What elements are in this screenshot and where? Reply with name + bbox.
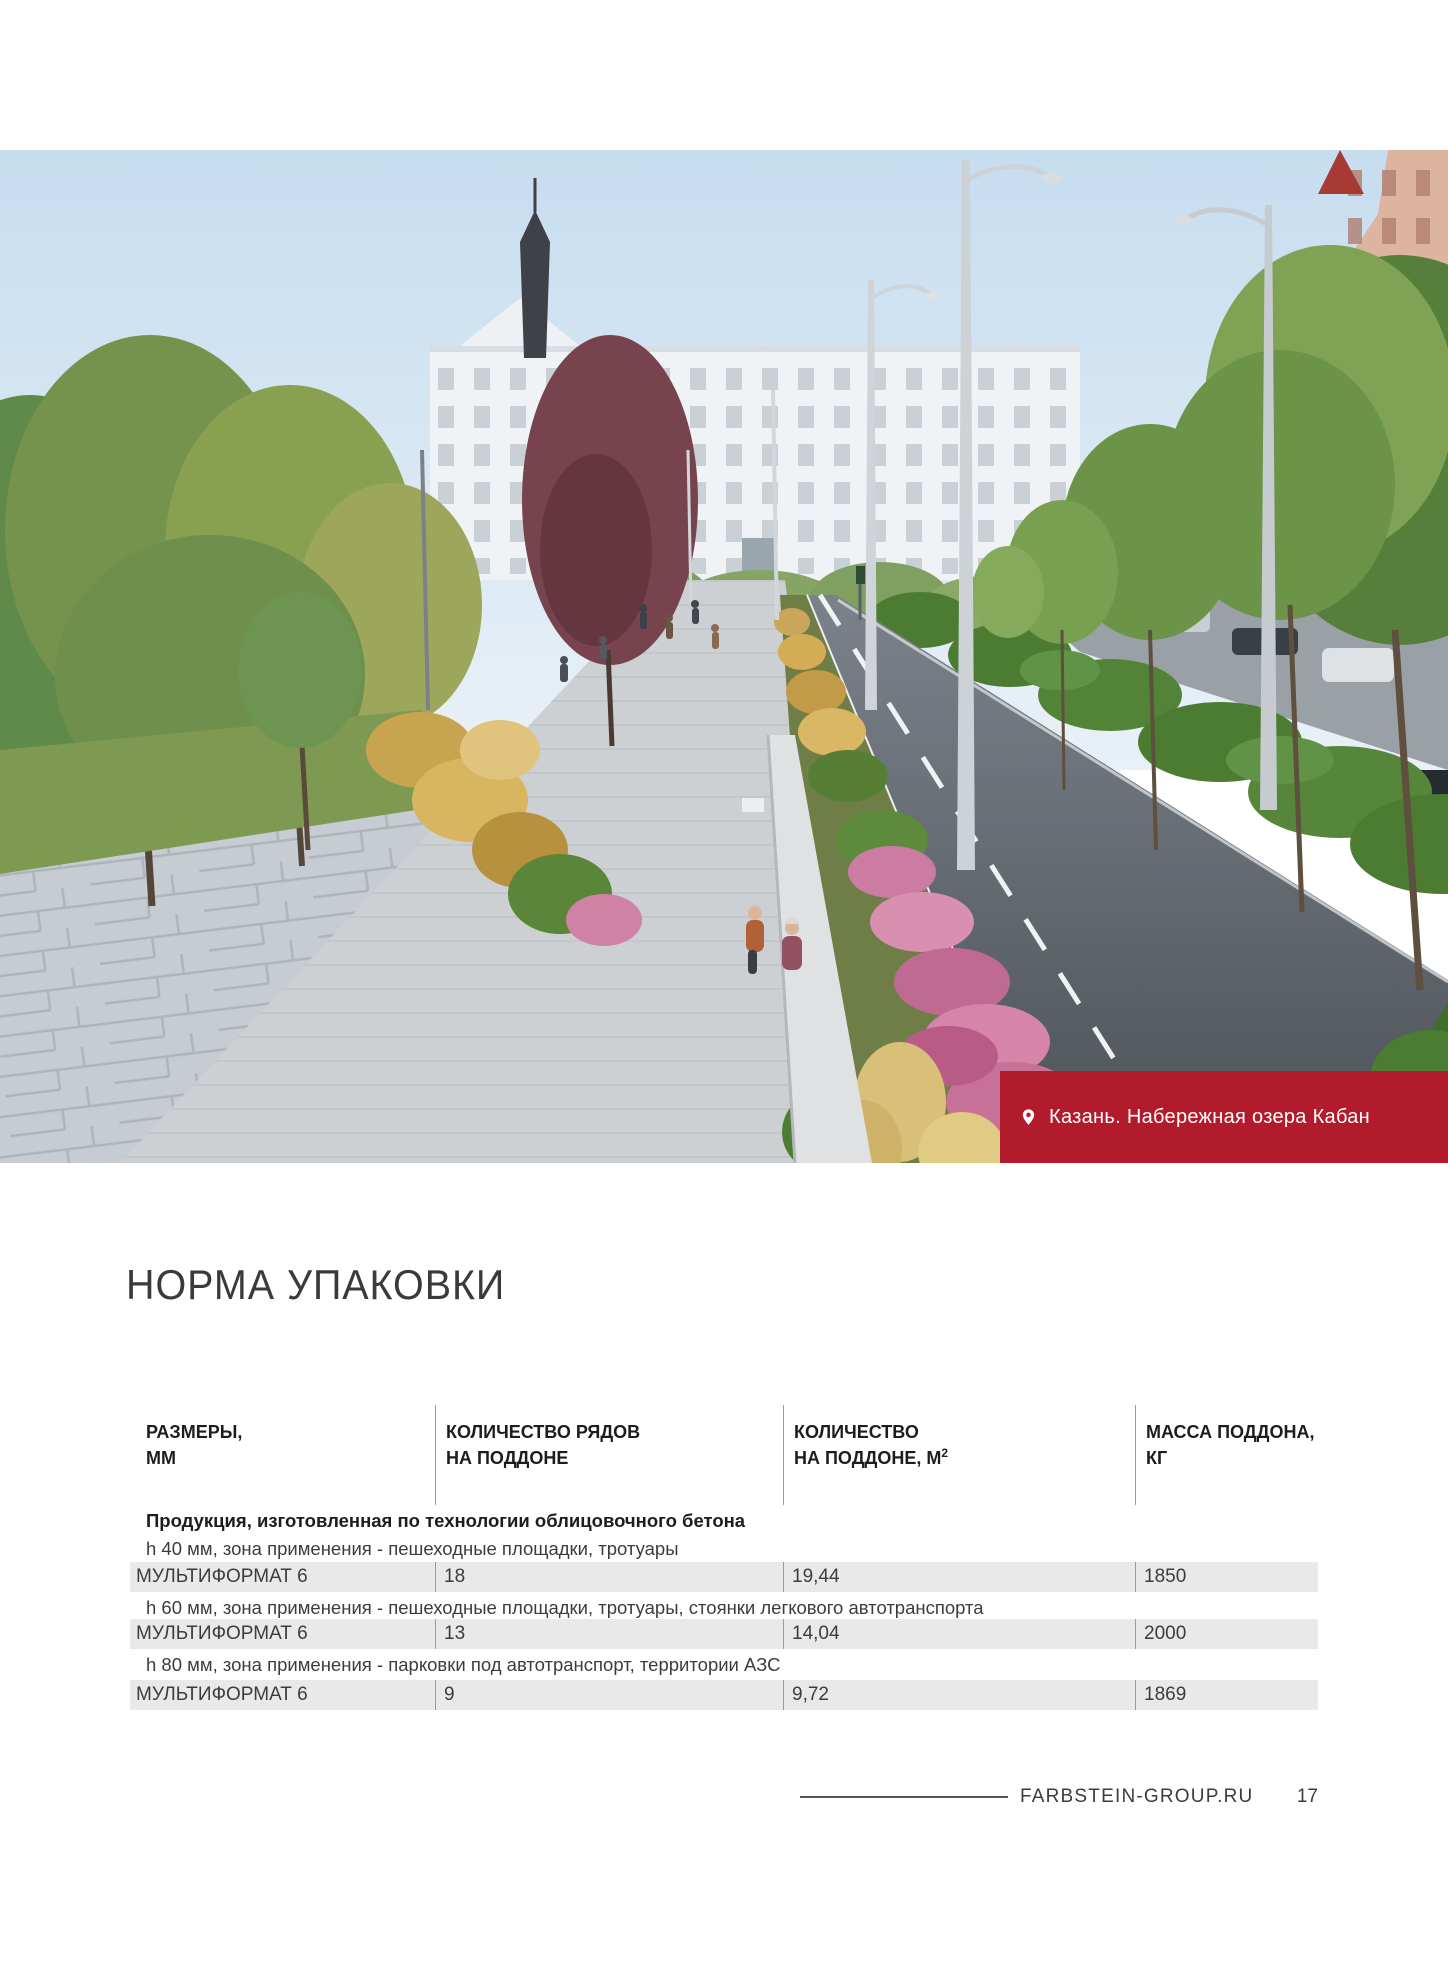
table-header-row (130, 1405, 1318, 1505)
cell-sqm-per-pallet: 14,04 (783, 1619, 1135, 1649)
cell-sqm-per-pallet: 19,44 (783, 1562, 1135, 1592)
packing-table (130, 1405, 1318, 1715)
table-section-title: Продукция, изготовленная по технологии облицовочного бетона (146, 1510, 746, 1531)
photo-caption-badge (1000, 1071, 1448, 1163)
footer-website: FARBSTEIN-GROUP.RU (1020, 1786, 1254, 1807)
cell-pallet-weight: 1850 (1135, 1562, 1318, 1592)
cell-product-name: МУЛЬТИФОРМАТ 6 (136, 1684, 308, 1705)
table-row (130, 1680, 1318, 1710)
cell-rows-per-pallet: 9 (435, 1680, 783, 1710)
location-pin-icon (1020, 1106, 1037, 1128)
footer-rule (800, 1796, 1008, 1798)
cell-pallet-weight: 1869 (1135, 1680, 1318, 1710)
table-note-h60: h 60 мм, зона применения - пешеходные площадки, тротуары, стоянки легкового автотранспорта (146, 1597, 984, 1618)
photo-caption: Казань. Набережная озера Кабан (1049, 1105, 1371, 1128)
cell-sqm-per-pallet: 9,72 (783, 1680, 1135, 1710)
table-header-rows-per-pallet: КОЛИЧЕСТВО РЯДОВ НА ПОДДОНЕ (435, 1405, 783, 1505)
cell-pallet-weight: 2000 (1135, 1619, 1318, 1649)
page-number: 17 (1296, 1786, 1318, 1807)
table-header-sqm-per-pallet: КОЛИЧЕСТВО НА ПОДДОНЕ, $М^2$ (783, 1405, 1135, 1505)
cell-product-name: МУЛЬТИФОРМАТ 6 (136, 1566, 308, 1587)
page-title: НОРМА УПАКОВКИ (126, 1261, 506, 1308)
table-header-pallet-weight: МАССА ПОДДОНА, КГ (1135, 1405, 1318, 1505)
photo-kazan-embankment (0, 150, 1448, 1163)
cell-rows-per-pallet: 13 (435, 1619, 783, 1649)
table-header-sizes: РАЗМЕРЫ, ММ (146, 1422, 243, 1468)
cell-rows-per-pallet: 18 (435, 1562, 783, 1592)
table-note-h40: h 40 мм, зона применения - пешеходные площадки, тротуары (146, 1538, 679, 1559)
table-row (130, 1619, 1318, 1649)
table-note-h80: h 80 мм, зона применения - парковки под автотранспорт, территории АЗС (146, 1654, 781, 1675)
table-row (130, 1562, 1318, 1592)
cell-product-name: МУЛЬТИФОРМАТ 6 (136, 1623, 308, 1644)
